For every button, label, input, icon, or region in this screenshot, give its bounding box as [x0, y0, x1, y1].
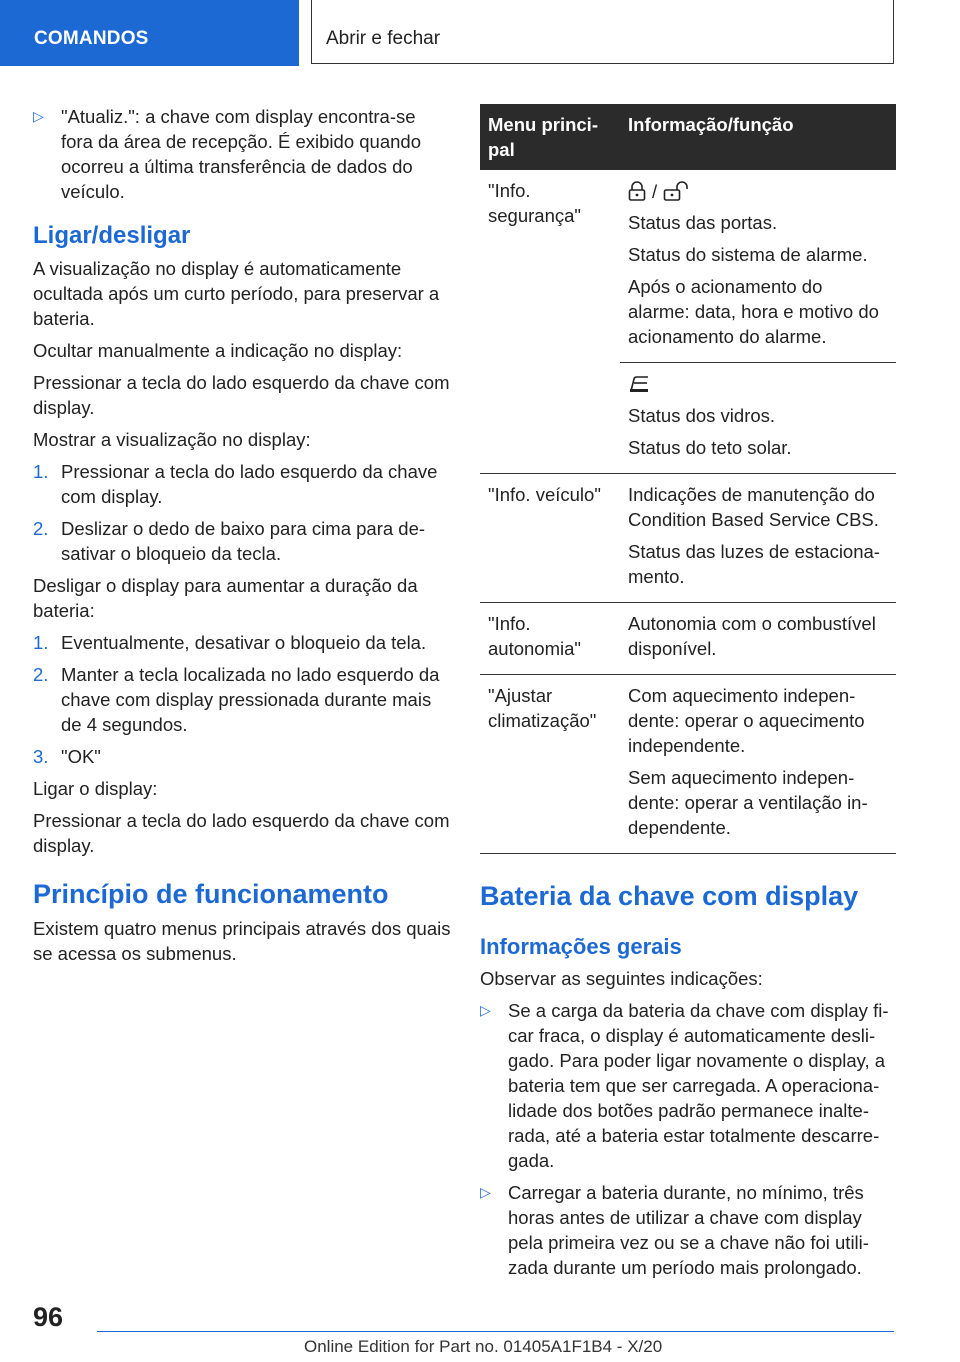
list-number: 2. [33, 664, 49, 685]
list-text: Pressionar a tecla do lado esquerdo da chave com display. [61, 461, 438, 507]
window-icon [628, 374, 650, 394]
bullet-text: "Atualiz.": a chave com display encontra-se fora da área de recepção. É exibido quando ocorreu a última transferência de dados do veículo. [61, 106, 421, 202]
table-row [480, 170, 896, 363]
list-item [33, 662, 451, 737]
paragraph: A visualização no display é automaticamente ocultada após um curto período, para preservar a bateria. [33, 258, 440, 329]
lock-closed-icon [628, 181, 646, 201]
bullet-item [33, 104, 451, 204]
paragraph: Ocultar manualmente a indicação no display: [33, 340, 403, 361]
table-header-info: Informação/função [620, 104, 896, 170]
info-text: Status do sistema de alarme. [628, 244, 868, 265]
list-text: "OK" [61, 746, 101, 767]
section-label: COMANDOS [34, 28, 149, 49]
table-cell-menu: "Info. autonomia" [480, 603, 620, 675]
list-text: Eventualmente, desativar o bloqueio da tela. [61, 632, 427, 653]
info-text: Status dos vidros. [628, 405, 776, 426]
lock-open-icon [663, 181, 689, 201]
page-header [0, 0, 960, 66]
list-number: 1. [33, 461, 49, 482]
section-tab [0, 0, 299, 66]
info-text: Autonomia com o combustível disponível. [628, 613, 876, 659]
list-number: 2. [33, 518, 49, 539]
list-number: 3. [33, 746, 49, 767]
table-header-row [480, 104, 896, 170]
list-number: 1. [33, 632, 49, 653]
bullet-text: Carregar a bateria durante, no mínimo, três horas antes de utilizar a chave com display pela primeira vez ou se a chave não foi utilizada durante um período mais prolongado. [508, 1182, 869, 1278]
bullet-item [480, 1180, 896, 1280]
paragraph: Desligar o display para aumentar a duração da bateria: [33, 575, 418, 621]
menu-table [480, 104, 896, 854]
table-cell-menu: "Ajustar climatização" [480, 675, 620, 854]
paragraph: Mostrar a visualização no display: [33, 429, 311, 450]
paragraph: Ligar o display: [33, 778, 158, 799]
info-text: Status das luzes de estacionamento. [628, 541, 880, 587]
bullet-text: Se a carga da bateria da chave com display ficar fraca, o display é automaticamente desligado. Para poder ligar novamente o display, a bateria tem que ser carregada. A operacionalidade dos botões padrão permanece inalterada, até a bateria estar totalmente descarregada. [508, 1000, 889, 1171]
list-item [33, 516, 451, 566]
table-row [480, 675, 896, 854]
list-item [33, 459, 451, 509]
chapter-tab [311, 0, 894, 64]
heading-principio: Princípio de funcionamento [33, 879, 389, 909]
table-cell-info [620, 363, 896, 474]
footer-divider [97, 1331, 894, 1332]
table-row [480, 603, 896, 675]
table-cell-info [620, 474, 896, 603]
table-cell-info [620, 603, 896, 675]
table-cell-info [620, 675, 896, 854]
table-header-menu: Menu principal [480, 104, 620, 170]
bullet-triangle-icon: ▷ [33, 108, 44, 124]
right-column [480, 104, 896, 1287]
info-text: Sem aquecimento independente: operar a ventilação independente. [628, 767, 868, 838]
list-text: Deslizar o dedo de baixo para cima para desativar o bloqueio da tecla. [61, 518, 426, 564]
table-cell-info [620, 170, 896, 363]
page-number: 96 [33, 1302, 64, 1332]
paragraph: Existem quatro menus principais através dos quais se acessa os submenus. [33, 918, 451, 964]
heading-ligar-desligar: Ligar/desligar [33, 222, 191, 249]
info-text: Status das portas. [628, 212, 778, 233]
heading-bateria: Bateria da chave com display [480, 881, 859, 911]
paragraph: Observar as seguintes indicações: [480, 968, 763, 989]
list-item [33, 630, 451, 655]
table-cell-menu: "Info. veículo" [480, 474, 620, 603]
window-icons [628, 371, 888, 397]
info-text: Após o acionamento do alarme: data, hora e motivo do acionamento do alarme. [628, 276, 879, 347]
paragraph: Pressionar a tecla do lado esquerdo da chave com display. [33, 372, 450, 418]
chapter-title: Abrir e fechar [326, 28, 441, 49]
bullet-triangle-icon: ▷ [480, 1184, 491, 1200]
heading-informacoes: Informações gerais [480, 934, 682, 959]
icon-separator: / [652, 180, 658, 202]
bullet-triangle-icon: ▷ [480, 1002, 491, 1018]
table-cell-menu: "Info. segurança" [480, 170, 620, 474]
bullet-item [480, 998, 896, 1173]
lock-icons [628, 178, 888, 204]
list-item [33, 744, 451, 769]
list-text: Manter a tecla localizada no lado esquerdo da chave com display pressionada durante mais de 4 segundos. [61, 664, 440, 735]
edition-note: Online Edition for Part no. 01405A1F1B4 - X/20 [304, 1337, 663, 1356]
info-text: Status do teto solar. [628, 437, 792, 458]
info-text: Indicações de manutenção do Condition Based Service CBS. [628, 484, 879, 530]
paragraph: Pressionar a tecla do lado esquerdo da chave com display. [33, 810, 450, 856]
left-column [33, 104, 451, 973]
table-row [480, 474, 896, 603]
info-text: Com aquecimento independente: operar o aquecimento independente. [628, 685, 865, 756]
